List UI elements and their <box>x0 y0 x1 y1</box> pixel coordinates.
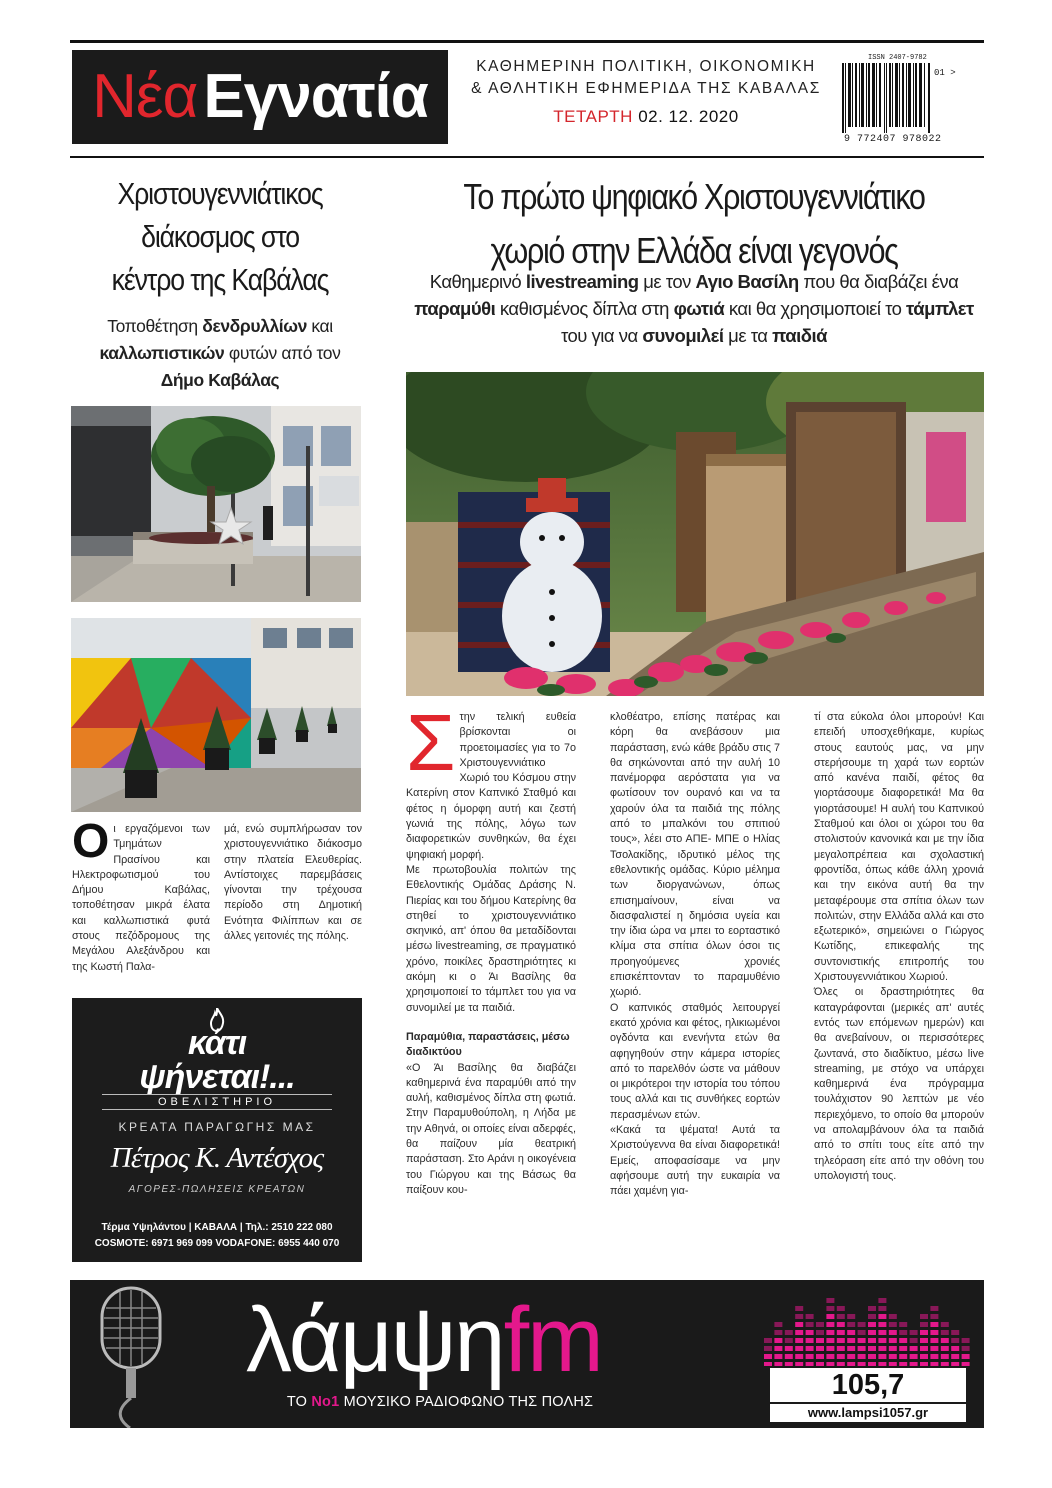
main-col2-p3: «Κακά τα ψέματα! Αυτά τα Χριστούγεννα θα είναι διαφορετικά! Εμείς, αποφασίσαμε να μην αφήσουμε αυτή την ευκαιρία να πάει χαμένη για- <box>610 1124 780 1198</box>
ad-kreata: ΚΡΕΑΤΑ ΠΑΡΑΓΩΓΗΣ ΜΑΣ <box>118 1120 316 1134</box>
main-headline-line2: χωριό στην Ελλάδα είναι γεγονός <box>490 230 898 271</box>
radio-frequency: 105,7 <box>770 1368 966 1402</box>
issue-date <box>460 106 832 128</box>
ad-owner-name: Πέτρος Κ. Αντέσχος <box>110 1142 324 1174</box>
main-col1-para1 <box>406 698 576 863</box>
left-sub-bold: δενδρυλλίων <box>202 316 307 336</box>
main-col1-p3: «Ο Άι Βασίλης θα διαβάζει καθημερινά ένα παραμύθι από την αυλή, καθισμένος δίπλα στη φωτιά. Στην Παραμυθούπολη, η Λήδα με την Αθηνά, οι οποίες είναι αδερφές, θα παίζουν μία θεατρική παράσταση. Στο Αράνι η οικογένεια του Γιώργου και της Βάσως θα παίξουν κου- <box>406 1061 576 1196</box>
masthead-rule <box>70 156 984 158</box>
masthead-tagline <box>460 56 832 128</box>
equalizer-icon <box>762 1288 974 1366</box>
tagline-line1: ΚΑΘΗΜΕΡΙΝΗ ΠΟΛΙΤΙΚΗ, ΟΙΚΟΝΟΜΙΚΗ <box>476 58 816 75</box>
issue-day: ΤΕΤΑΡΤΗ <box>553 107 633 126</box>
ad-address: Τέρμα Υψηλάντου | ΚΑΒΑΛΑ | Τηλ.: 2510 222 080 <box>101 1222 333 1233</box>
main-sub-text: που θα διαβάζει ένα <box>798 271 959 292</box>
ad-brand-line2: ψήνεται!... <box>139 1058 295 1096</box>
photo-christmas-village <box>406 372 984 696</box>
logo-fm: fm <box>503 1289 602 1391</box>
main-subheadline <box>406 268 982 349</box>
main-sub-text: και θα χρησιμοποιεί το <box>724 298 907 319</box>
left-sub-text: φυτών από τον <box>224 343 341 363</box>
ad-agores: ΑΓΟΡΕΣ-ΠΩΛΗΣΕΙΣ ΚΡΕΑΤΩΝ <box>128 1184 306 1195</box>
main-sub-bold: τάμπλετ <box>906 298 974 319</box>
tagline-line2: & ΑΘΛΗΤΙΚΗ ΕΦΗΜΕΡΙΔΑ ΤΗΣ ΚΑΒΑΛΑΣ <box>471 80 821 97</box>
main-sub-bold: παραμύθι <box>414 298 496 319</box>
main-sub-text: του για να <box>560 325 643 346</box>
tag-no1: Νο1 <box>311 1394 340 1410</box>
main-article-col2 <box>610 710 780 1200</box>
issn-label: ISSN 2407-9782 <box>868 54 927 62</box>
main-sub-text: με τα <box>723 325 773 346</box>
lampsi-logo <box>246 1290 602 1390</box>
newspaper-logo[interactable] <box>72 50 448 144</box>
ad-contact <box>72 1220 362 1252</box>
main-sub-bold: Αγιο Βασίλη <box>695 271 799 292</box>
main-sub-text: καθισμένος δίπλα στη <box>495 298 674 319</box>
main-article-col1 <box>406 698 576 1198</box>
ad-obelistirio: ΟΒΕΛΙΣΤΗΡΙΟ <box>102 1094 332 1110</box>
left-subheadline <box>70 313 370 394</box>
main-sub-bold: livestreaming <box>525 271 639 292</box>
tag-pre: ΤΟ <box>286 1394 312 1410</box>
top-rule <box>70 40 984 43</box>
left-sub-bold: Δήμο Καβάλας <box>160 370 280 390</box>
main-sub-bold: παιδιά <box>772 325 828 346</box>
left-headline-line1: Χριστουγεννιάτικος <box>117 176 323 211</box>
barcode-icon <box>842 63 932 133</box>
barcode-side: 01 > <box>934 68 956 78</box>
barcode <box>842 54 970 152</box>
main-headline <box>448 170 941 278</box>
section-heading: Παραμύθια, παραστάσεις, μέσω διαδικτύου <box>406 1030 570 1059</box>
left-article-col2 <box>224 822 362 944</box>
main-col2-p2: Ο καπνικός σταθμός λειτουργεί εκατό χρόνια και φέτος, ηλικιωμένοι ογδόντα και ενενήντα ετών θα αφηγηθούν στην κάμερα ιστορίες από το παρελθόν ώστε να μάθουν οι μικρότεροι την ιστορία του τόπου τους αλλά και τις συνθήκες εορτών περασμένων ετών. <box>610 1001 780 1121</box>
barcode-number: 9 772407 978022 <box>844 134 942 145</box>
main-sub-bold: φωτιά <box>673 298 725 319</box>
ad-butcher[interactable] <box>72 998 362 1262</box>
main-col1-p2: Με πρωτοβουλία πολιτών της Εθελοντικής Ομάδας Δράσης Ν. Πιερίας και του δήμου Κατερίνης θα στηθεί το χριστουγεννιάτικο σκηνικό, απ' όπου θα μεταδίδονται μέσω livestreaming, σε πραγματικό χρόνο, ποικίλες δραστηριότητες κι ακόμη κι ο Άι Βασίλης θα χρησιμοποιεί το τάμπλετ του για να συνομιλεί με τα παιδιά. <box>406 863 576 1014</box>
main-sub-text: Καθημερινό <box>429 271 526 292</box>
left-headline <box>91 172 349 301</box>
main-col2-p1: κλοθέατρο, επίσης πατέρας και κόρη θα ανεβάσουν μια παράσταση, ενώ κάθε βράδυ στις 7 θα σηκώνονται από την αυλή 10 πανέμορφα αερόστατα για να φωτίσουν τον ουρανό και να τα χαρούν όλα τα παιδιά της πόλης από το μπαλκόνι του σπιτιού τους», λέει στο ΑΠΕ- ΜΠΕ ο Ηλίας Τσολακίδης, ιδρυτικό μέλος της εθελοντικής ομάδας. Κύριο μέλημα των διοργανώνων, όπως επισημαίνουν, είναι να διασφαλιστεί η δημόσια υγεία και την ίδια ώρα να μπει το εορταστικό κλίμα στα σπίτια όλων όσοι τις προηγούμενες χρονιές επισκέπτονταν το παραμυθένιο χωριό. <box>610 711 780 999</box>
left-article-col1 <box>72 815 210 975</box>
main-headline-line1: Το πρώτο ψηφιακό Χριστουγεννιάτικο <box>463 176 925 217</box>
left-headline-line3: κέντρο της Καβάλας <box>111 262 329 297</box>
ad-lampsi-fm[interactable] <box>70 1280 984 1428</box>
logo-nea: Νέα <box>92 62 198 131</box>
logo-egnatia: Εγνατία <box>203 62 428 131</box>
left-col2-text: μά, ενώ συμπλήρωσαν τον χριστουγεννιάτικο διάκοσμο στην πλατεία Ελευθερίας. Αντίστοιχες παρεμβάσεις γίνονται την τρέχουσα περίοδο στη Δημοτική Ενότητα Φιλίππων και σε άλλες γειτονιές της πόλης. <box>224 823 362 943</box>
main-dropcap: Σ <box>406 698 456 787</box>
logo-lampsi: λάμψη <box>246 1289 504 1391</box>
radio-url[interactable]: www.lampsi1057.gr <box>770 1404 966 1422</box>
main-article-col3 <box>814 710 984 1184</box>
main-sub-bold: συνομιλεί <box>642 325 724 346</box>
main-col3-p2: Όλες οι δραστηριότητες θα καταγράφονται (μερικές απ' αυτές εντός των επόμενων ημερών) και θα ανεβαίνουν, οι περισσότερες ζωντανά, στο διαδίκτυο, μέσω live streaming, με στόχο να υπάρχει καθημερινά ένα πρόγραμμα τουλάχιστον 90 λεπτών με νέο περιεχόμενο, το οποίο θα μπορούν να απολαμβάνουν όλα τα παιδιά από το σπίτι τους είτε από την τηλεόραση είτε από την οθόνη του υπολογιστή τους. <box>814 986 984 1182</box>
ad-butcher-brand <box>72 1026 362 1094</box>
main-col3-p1: τί στα εύκολα όλοι μπορούν! Και επειδή υποσχεθήκαμε, κυρίως στους εαυτούς μας, να μην στερήσουμε τη χαρά των εορτών από κανένα παιδί, φέτος θα γιορτάσουμε διαφορετικά! Μα θα γιορτάσουμε! Η αυλή του Καπνικού Σταθμού και όλοι οι χώροι του θα στολιστούν κανονικά και με την ίδια μεγαλοπρέπεια και σχολαστική φροντίδα, όπως κάθε άλλη χρονιά και την εικόνα αυτή θα την μεταφέρουμε στα σπίτια όλων των πολιτών, στην Ελλάδα αλλά και στο εξωτερικό», σημειώνει ο Γιώργος Κωτίδης, επικεφαλής της συντονιστικής επιτροπής του Χριστουγεννιάτικου Χωριού. <box>814 711 984 984</box>
photo-pine-pots <box>71 618 361 812</box>
ad-tagline <box>200 1394 680 1410</box>
left-sub-bold: καλλωπιστικών <box>99 343 225 363</box>
main-sub-text: με τον <box>638 271 696 292</box>
ad-mobiles: COSMOTE: 6971 969 099 VODAFONE: 6955 440 070 <box>94 1238 340 1249</box>
issue-date-value: 02. 12. 2020 <box>638 107 739 126</box>
microphone-icon <box>80 1284 190 1428</box>
left-headline-line2: διάκοσμος στο <box>141 219 299 254</box>
tag-post: ΜΟΥΣΙΚΟ ΡΑΔΙΟΦΩΝΟ ΤΗΣ ΠΟΛΗΣ <box>339 1394 594 1410</box>
left-sub-text: και <box>306 316 333 336</box>
left-dropcap: Ο <box>72 815 110 868</box>
photo-tree-star <box>71 406 361 602</box>
main-col1-p1: την τελική ευθεία βρίσκονται οι προετοιμασίες για το 7ο Χριστουγεννιάτικο Χωριό του Κόσμου στην Κατερίνη στον Καπνικό Σταθμό και φέτος η όμορφη αυτή και ζεστή γωνιά της πόλης, λόγω των διαφορετικών συνθηκών, θα έχει ψηφιακή μορφή. <box>406 711 576 861</box>
left-sub-text: Τοποθέτηση <box>107 316 203 336</box>
left-col1-text: ι εργαζόμενοι των Τμημάτων Πρασίνου και Ηλεκτροφωτισμού του Δήμου Καβάλας, τοποθέτησαν μικρά έλατα και καλλωπιστικά φυτά στους πεζόδρομους της Μεγάλου Αλεξάνδρου και της Κωστή Παλα- <box>72 823 210 973</box>
ad-brand-line1: κάτι <box>187 1024 247 1062</box>
